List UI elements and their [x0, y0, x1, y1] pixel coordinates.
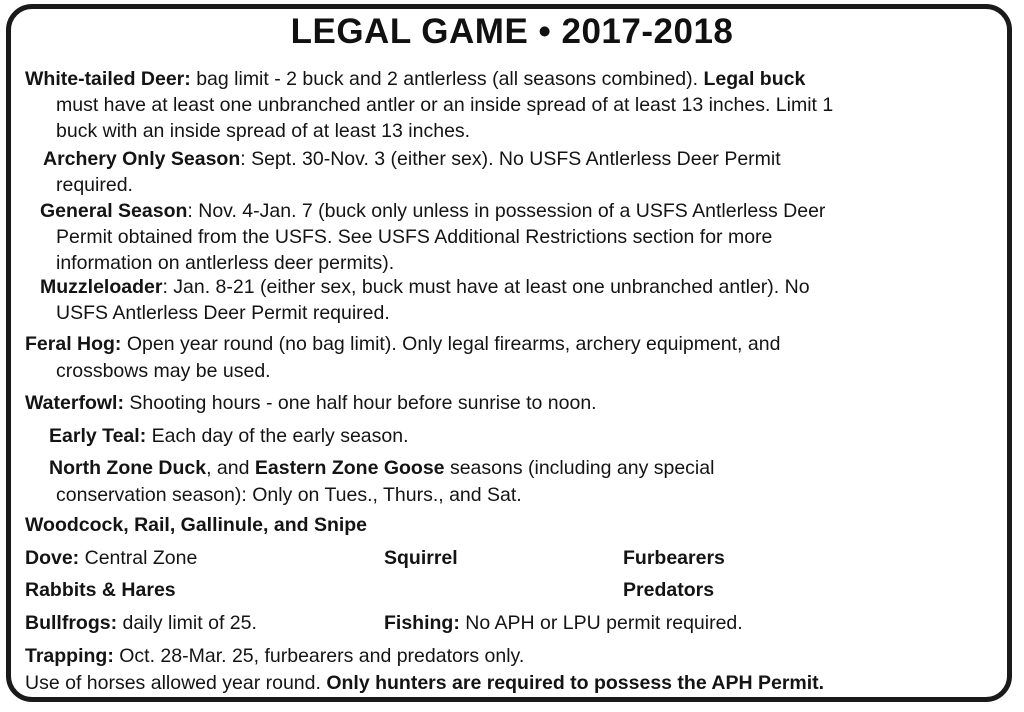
bullfrogs-heading: Bullfrogs:: [25, 612, 118, 634]
page-title: LEGAL GAME • 2017-2018: [290, 12, 734, 51]
feral-hog-heading: Feral Hog:: [25, 333, 122, 355]
duck-goose-seasons-cont: conservation season): Only on Tues., Thurs., and Sat.: [56, 484, 522, 506]
deer-line-1: White-tailed Deer: bag limit - 2 buck and 2 antlerless (all seasons combined). Legal buck: [25, 68, 806, 90]
archery-heading: Archery Only Season: [43, 148, 241, 170]
horses-note: Use of horses allowed year round. Only hunters are required to possess the APH Permit.: [25, 672, 825, 694]
general-season-cont-2: information on antlerless deer permits).: [56, 252, 395, 274]
trapping-heading: Trapping:: [25, 645, 114, 667]
muzzleloader-season: Muzzleloader: Jan. 8-21 (either sex, buck must have at least one unbranched antler). No: [40, 276, 810, 298]
early-teal-heading: Early Teal:: [49, 425, 147, 447]
waterfowl: Waterfowl: Shooting hours - one half hour before sunrise to noon.: [25, 392, 597, 414]
north-zone-duck-heading: North Zone Duck: [49, 457, 207, 479]
woodcock-heading: Woodcock, Rail, Gallinule, and Snipe: [25, 514, 368, 536]
squirrel-heading: Squirrel: [384, 547, 458, 569]
duck-goose-seasons: North Zone Duck, and Eastern Zone Goose seasons (including any special: [49, 457, 715, 479]
trapping: Trapping: Oct. 28-Mar. 25, furbearers and predators only.: [25, 645, 525, 667]
early-teal: Early Teal: Each day of the early season.: [49, 425, 409, 447]
general-season: General Season: Nov. 4-Jan. 7 (buck only unless in possession of a USFS Antlerless Deer: [40, 200, 826, 222]
muzzleloader-heading: Muzzleloader: [40, 276, 163, 298]
rabbits-hares-heading: Rabbits & Hares: [25, 579, 176, 601]
dove: Dove: Central Zone: [25, 547, 198, 569]
fishing: Fishing: No APH or LPU permit required.: [384, 612, 743, 634]
furbearers-heading: Furbearers: [623, 547, 725, 569]
archery-season-cont: required.: [56, 174, 133, 196]
deer-heading: White-tailed Deer:: [25, 68, 191, 90]
archery-season: Archery Only Season: Sept. 30-Nov. 3 (either sex). No USFS Antlerless Deer Permit: [43, 148, 781, 170]
general-season-cont: Permit obtained from the USFS. See USFS Additional Restrictions section for more: [56, 226, 773, 248]
aph-permit-note: Only hunters are required to possess the APH Permit.: [326, 672, 825, 694]
eastern-zone-goose-heading: Eastern Zone Goose: [254, 457, 445, 479]
general-heading: General Season: [40, 200, 188, 222]
fishing-heading: Fishing:: [384, 612, 460, 634]
feral-hog: Feral Hog: Open year round (no bag limit). Only legal firearms, archery equipment, and: [25, 333, 781, 355]
legal-buck-label: Legal buck: [703, 68, 806, 90]
dove-heading: Dove:: [25, 547, 80, 569]
waterfowl-heading: Waterfowl:: [25, 392, 124, 414]
bullfrogs: Bullfrogs: daily limit of 25.: [25, 612, 257, 634]
deer-line-3: buck with an inside spread of at least 13 inches.: [56, 120, 471, 142]
predators-heading: Predators: [623, 579, 715, 601]
deer-line-2: must have at least one unbranched antler or an inside spread of at least 13 inches. Limit 1: [56, 94, 834, 116]
feral-hog-cont: crossbows may be used.: [56, 360, 271, 382]
muzzleloader-season-cont: USFS Antlerless Deer Permit required.: [56, 302, 390, 324]
